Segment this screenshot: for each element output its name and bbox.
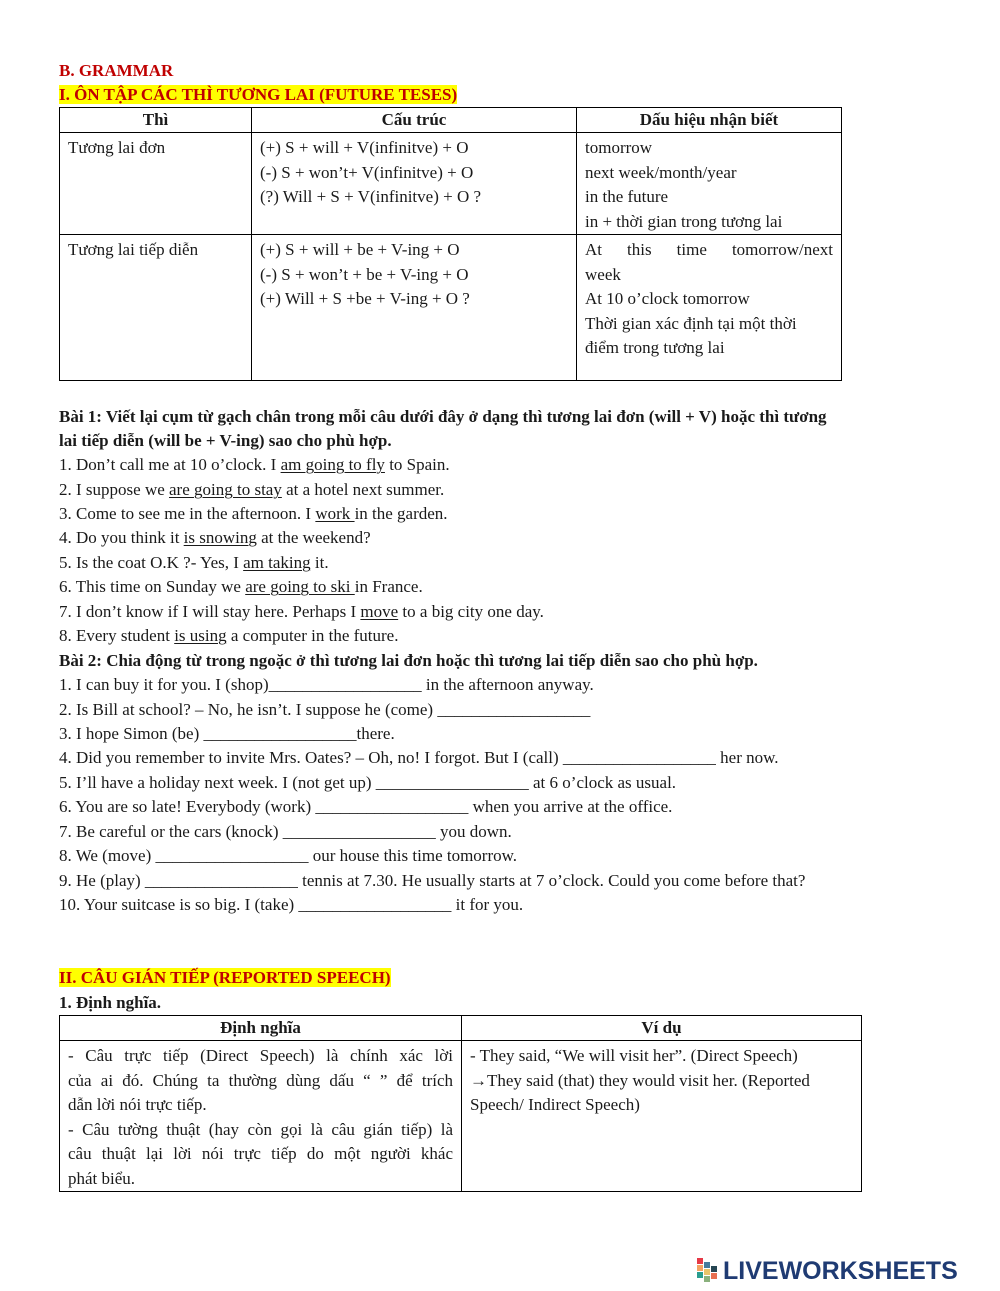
list-item: 9. He (play) __________________ tennis at 7.30. He usually starts at 7 o’clock. Could you come before that? bbox=[59, 871, 806, 890]
structure-line: (+) S + will + V(infinitve) + O bbox=[260, 138, 469, 157]
underlined-phrase: is using bbox=[174, 626, 227, 645]
table-row bbox=[60, 1041, 862, 1192]
underlined-phrase: move bbox=[360, 602, 399, 621]
part1-title-text: I. ÔN TẬP CÁC THÌ TƯƠNG LAI (FUTURE TESES) bbox=[59, 85, 458, 104]
header-tense: Thì bbox=[60, 108, 252, 133]
header-definition: Định nghĩa bbox=[60, 1016, 462, 1041]
table-row bbox=[60, 235, 842, 381]
item-text: 3. Come to see me in the afternoon. I bbox=[59, 504, 316, 523]
list-item: 7. Be careful or the cars (knock) __________________ you down. bbox=[59, 822, 512, 841]
liveworksheets-logo bbox=[697, 1256, 997, 1286]
sign-line: At 10 o’clock tomorrow bbox=[585, 289, 750, 308]
item-text: 1. Don’t call me at 10 o’clock. I bbox=[59, 455, 281, 474]
list-item: 3. I hope Simon (be) __________________there. bbox=[59, 724, 395, 743]
logo-icon bbox=[697, 1258, 719, 1282]
example-line: - They said, “We will visit her”. (Direct Speech) bbox=[470, 1046, 798, 1065]
item-text: a computer in the future. bbox=[226, 626, 399, 645]
underlined-phrase: am going to fly bbox=[280, 455, 385, 474]
list-item bbox=[59, 552, 329, 574]
part2-title bbox=[59, 967, 391, 989]
list-item bbox=[59, 503, 448, 525]
part2-title-text: II. CÂU GIÁN TIẾP (REPORTED SPEECH) bbox=[59, 968, 391, 987]
list-item bbox=[59, 625, 398, 647]
sign-line: Thời gian xác định tại một thời bbox=[585, 313, 797, 333]
ex1-title-line1: Bài 1: Viết lại cụm từ gạch chân trong mỗi câu dưới đây ở dạng thì tương lai đơn (will + V) hoặc thì tương bbox=[59, 407, 827, 426]
underlined-phrase: work bbox=[315, 504, 355, 523]
sign-line: week bbox=[585, 264, 621, 284]
underlined-phrase: is snowing bbox=[183, 528, 257, 547]
ex2-title: Bài 2: Chia động từ trong ngoặc ở thì tương lai đơn hoặc thì tương lai tiếp diễn sao cho phù hợp. bbox=[59, 651, 758, 670]
definition-line: của ai đó. Chúng ta thường dùng dấu “ ” để trích bbox=[68, 1070, 453, 1090]
item-text: 6. This time on Sunday we bbox=[59, 577, 246, 596]
definition-table bbox=[59, 1015, 862, 1192]
list-item: 6. You are so late! Everybody (work) __________________ when you arrive at the office. bbox=[59, 797, 673, 816]
list-item bbox=[59, 527, 371, 549]
item-text: to a big city one day. bbox=[398, 602, 544, 621]
structure-line: (+) Will + S +be + V-ing + O ? bbox=[260, 289, 470, 308]
item-text: to Spain. bbox=[384, 455, 450, 474]
ex1-title-line2: lai tiếp diễn (will be + V-ing) sao cho phù hợp. bbox=[59, 431, 392, 450]
definition-line: - Câu trực tiếp (Direct Speech) là chính xác lời bbox=[68, 1046, 453, 1065]
underlined-phrase: am taking bbox=[243, 553, 311, 572]
list-item: 2. Is Bill at school? – No, he isn’t. I suppose he (come) __________________ bbox=[59, 700, 591, 719]
sign-line: in + thời gian trong tương lai bbox=[585, 211, 783, 231]
example-line: →They said (that) they would visit her. (Reported bbox=[470, 1070, 810, 1090]
sign-line: in the future bbox=[585, 187, 669, 206]
list-item bbox=[59, 576, 423, 598]
definition-line: câu thuật lại lời nói trực tiếp do một người khác bbox=[68, 1144, 453, 1163]
section-b-heading: B. GRAMMAR bbox=[59, 61, 174, 80]
sign-line: next week/month/year bbox=[585, 162, 737, 182]
definition-line: dẫn lời nói trực tiếp. bbox=[68, 1095, 207, 1114]
underlined-phrase: are going to ski bbox=[245, 577, 355, 596]
sign-line: điểm trong tương lai bbox=[585, 338, 725, 357]
structure-line: (+) S + will + be + V-ing + O bbox=[260, 240, 460, 259]
list-item: 4. Did you remember to invite Mrs. Oates? – Oh, no! I forgot. But I (call) __________________ her now. bbox=[59, 748, 779, 767]
logo-text: LIVEWORKSHEETS bbox=[723, 1257, 958, 1285]
item-text: 8. Every student bbox=[59, 626, 175, 645]
item-text: in France. bbox=[354, 577, 423, 596]
item-text: at a hotel next summer. bbox=[281, 480, 445, 499]
tense-name: Tương lai đơn bbox=[68, 138, 166, 157]
item-text: 2. I suppose we bbox=[59, 480, 170, 499]
list-item: 8. We (move) __________________ our house this time tomorrow. bbox=[59, 846, 518, 865]
item-text: 4. Do you think it bbox=[59, 528, 184, 547]
definition-line: phát biểu. bbox=[68, 1168, 136, 1188]
tense-name: Tương lai tiếp diễn bbox=[68, 240, 199, 259]
definition-line: - Câu tường thuật (hay còn gọi là câu gián tiếp) là bbox=[68, 1119, 453, 1139]
header-signs: Dấu hiệu nhận biết bbox=[577, 108, 842, 133]
sign-line: tomorrow bbox=[585, 138, 653, 157]
table-row bbox=[60, 133, 842, 235]
header-example: Ví dụ bbox=[462, 1016, 862, 1041]
list-item bbox=[59, 454, 450, 476]
list-item bbox=[59, 601, 544, 623]
part2-subtitle: 1. Định nghĩa. bbox=[59, 993, 162, 1012]
underlined-phrase: are going to stay bbox=[169, 480, 282, 499]
structure-line: (-) S + won’t + be + V-ing + O bbox=[260, 264, 469, 284]
structure-line: (?) Will + S + V(infinitve) + O ? bbox=[260, 187, 482, 206]
sign-line: At this time tomorrow/next bbox=[585, 240, 833, 259]
list-item bbox=[59, 479, 444, 501]
part1-title bbox=[59, 84, 457, 106]
header-structure: Cấu trúc bbox=[252, 108, 577, 133]
item-text: 7. I don’t know if I will stay here. Perhaps I bbox=[59, 602, 361, 621]
structure-line: (-) S + won’t+ V(infinitve) + O bbox=[260, 162, 474, 182]
item-text: in the garden. bbox=[354, 504, 448, 523]
list-item: 1. I can buy it for you. I (shop)__________________ in the afternoon anyway. bbox=[59, 675, 594, 694]
example-line: Speech/ Indirect Speech) bbox=[470, 1095, 640, 1114]
item-text: at the weekend? bbox=[256, 528, 371, 547]
list-item: 5. I’ll have a holiday next week. I (not get up) __________________ at 6 o’clock as usual. bbox=[59, 773, 677, 792]
tenses-table bbox=[59, 107, 842, 381]
item-text: 5. Is the coat O.K ?- Yes, I bbox=[59, 553, 244, 572]
item-text: it. bbox=[310, 553, 329, 572]
list-item: 10. Your suitcase is so big. I (take) __________________ it for you. bbox=[59, 895, 524, 914]
